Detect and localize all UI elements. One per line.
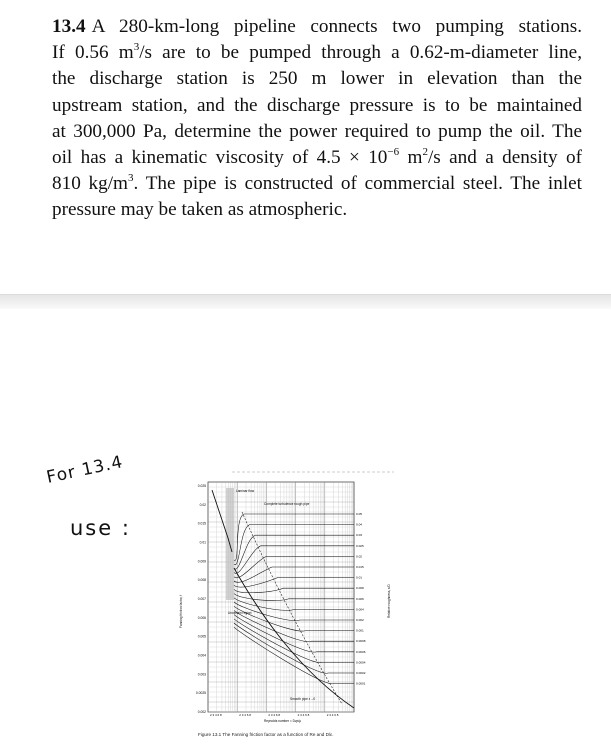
figure-caption: Figure 13.1 The Fanning friction factor as a function of Re and D/ε.: [198, 732, 334, 737]
left-tick-label: 0.003: [197, 672, 206, 677]
left-tick-label: 0.025: [197, 484, 206, 488]
smooth-pipe-label: Smooth pipe ε→0: [290, 697, 316, 701]
problem-line-4: upstream station, and the discharge pressure is to be maintained: [52, 94, 582, 116]
right-tick-label: 0.0001: [356, 681, 366, 686]
right-tick-label: 0.004: [356, 607, 364, 612]
x-axis-ticks: [210, 713, 339, 717]
left-axis-ticks: [196, 484, 206, 714]
problem-number: 13.4: [52, 16, 86, 37]
left-tick-label: 0.002: [197, 710, 206, 714]
problem-line-6: oil has a kinematic viscosity of $4.5 \times 10^{-6}$ $m^2/s$ and a density of: [52, 145, 582, 169]
right-tick-label: 0.0006: [356, 649, 366, 654]
problem-line-8: pressure may be taken as atmospheric.: [52, 199, 348, 221]
right-tick-label: 0.0008: [356, 639, 366, 644]
right-tick-label: 0.025: [356, 543, 364, 548]
right-tick-label: 0.015: [356, 565, 364, 569]
right-tick-label: 0.05: [356, 512, 363, 516]
problem-line-2: If 0.56 $m^3/s$ are to be pumped through a 0.62-m-diameter line,: [52, 40, 582, 64]
x-tick-label: 2 3 4 6 8: [297, 713, 310, 717]
problem-line-1: 13.4 A 280-km-long pipeline connects two pumping stations.: [52, 16, 582, 37]
laminar-label: Laminar flow: [236, 489, 255, 493]
page-divider: [0, 294, 611, 309]
problem-line-3: the discharge station is 250 m lower in elevation than the: [52, 68, 582, 90]
left-tick-label: 0.009: [197, 559, 206, 564]
x-tick-label: 2 3 4 6 8: [326, 713, 339, 717]
left-tick-label: 0.007: [197, 597, 206, 601]
handwritten-use-label: use :: [70, 516, 131, 540]
y-right-axis-label: Relative roughness, ε/D: [387, 584, 391, 618]
right-tick-label: 0.002: [356, 618, 364, 622]
problem-line-7: 810 $kg/m^3$. The pipe is constructed of commercial steel. The inlet: [52, 171, 582, 195]
right-tick-label: 0.006: [356, 596, 364, 601]
left-tick-label: 0.0025: [195, 691, 206, 696]
problem-text: [52, 14, 582, 224]
handwritten-for-label: For 13.4: [44, 452, 126, 488]
right-tick-label: 0.008: [356, 586, 364, 591]
left-tick-label: 0.02: [199, 502, 206, 507]
x-tick-label: 2 3 4 6 8: [210, 713, 222, 717]
right-tick-label: 0.01: [356, 575, 363, 580]
x-tick-label: 2 3 4 6 8: [268, 713, 281, 717]
x-tick-label: 2 3 4 6 8: [239, 713, 251, 717]
problem-line-5: at 300,000 Pa, determine the power required to pump the oil. The: [52, 120, 582, 142]
complete-turbulence-label: Complete turbulence rough pipe: [264, 502, 310, 506]
left-tick-label: 0.01: [199, 540, 206, 545]
left-tick-label: 0.015: [197, 521, 206, 526]
right-tick-label: 0.04: [356, 522, 363, 527]
uncertain-region-label: Uncertain region: [228, 611, 252, 615]
right-axis-ticks: [356, 512, 366, 686]
right-tick-label: 0.02: [356, 554, 363, 559]
left-tick-label: 0.006: [197, 615, 206, 620]
left-tick-label: 0.005: [197, 634, 206, 639]
y-axis-label: Fanning friction factor, f: [179, 594, 183, 628]
right-tick-label: 0.03: [356, 533, 363, 538]
x-axis-label: Reynolds number = Dvρ/μ: [264, 719, 302, 723]
right-tick-label: 0.0002: [356, 671, 366, 675]
left-tick-label: 0.008: [197, 578, 206, 583]
friction-factor-chart: [172, 468, 394, 746]
right-tick-label: 0.0004: [356, 660, 366, 665]
left-tick-label: 0.004: [197, 653, 206, 658]
right-tick-label: 0.001: [356, 628, 364, 633]
